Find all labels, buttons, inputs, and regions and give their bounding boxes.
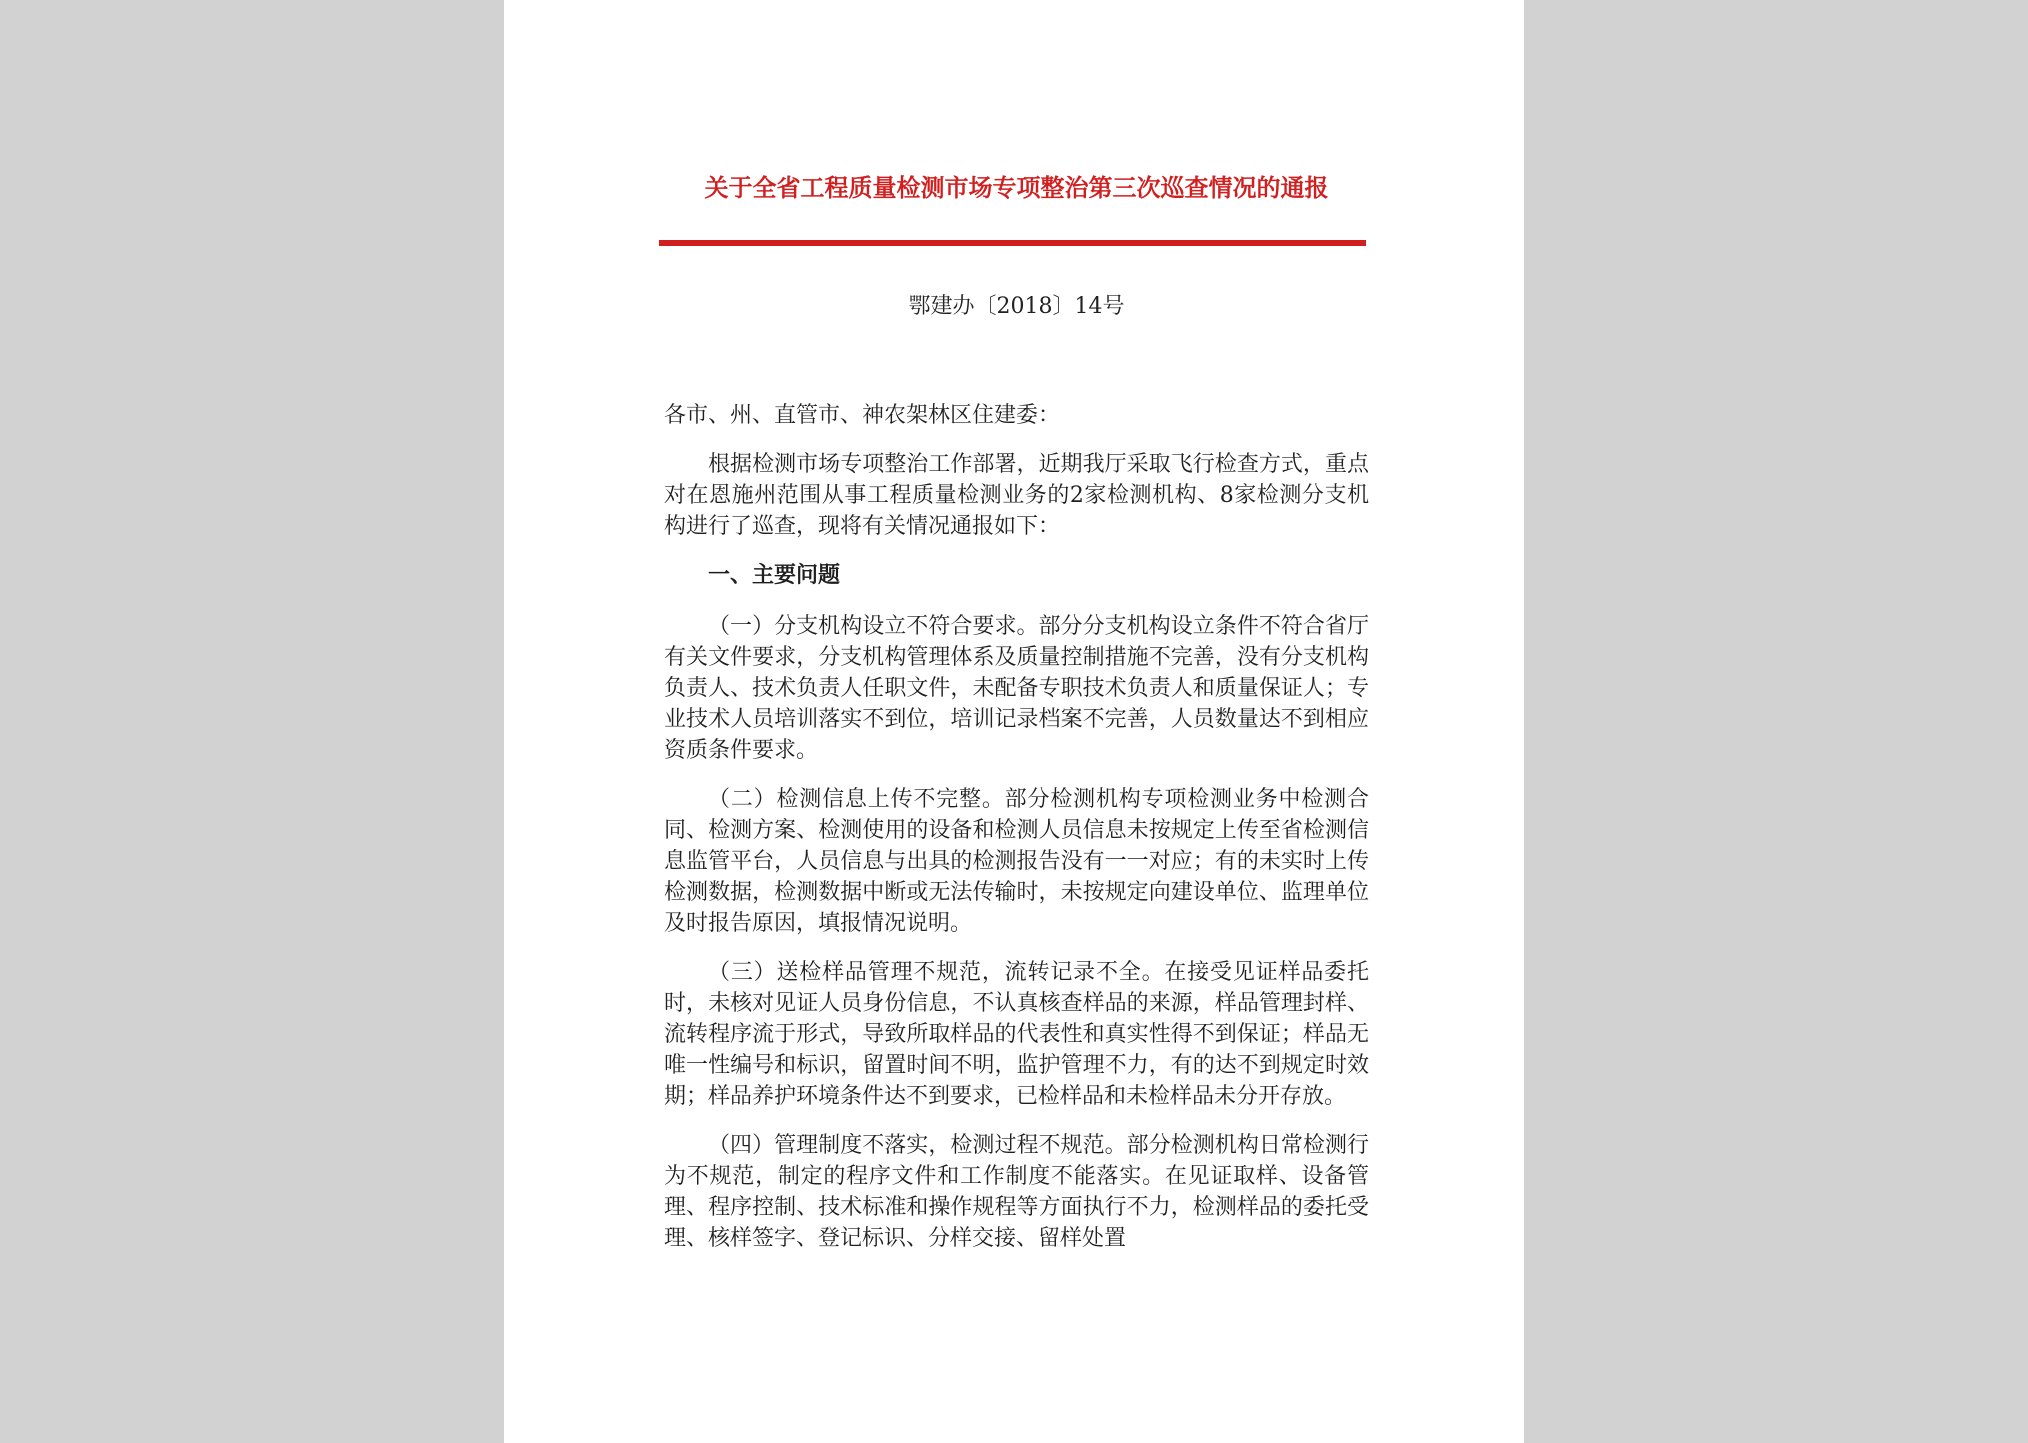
body-paragraph: （一）分支机构设立不符合要求。部分分支机构设立条件不符合省厅有关文件要求，分支机构管理体系及质量控制措施不完善，没有分支机构负责人、技术负责人任职文件，未配备专职技术负责人和质量保证人；专业技术人员培训落实不到位，培训记录档案不完善，人员数量达不到相应资质条件要求。 <box>664 614 1369 763</box>
document-page <box>504 0 1524 1443</box>
salutation: 各市、州、直管市、神农架林区住建委： <box>664 403 1061 428</box>
intro-paragraph: 根据检测市场专项整治工作部署，近期我厅采取飞行检查方式，重点对在恩施州范围从事工程质量检测业务的2家检测机构、8家检测分支机构进行了巡查，现将有关情况通报如下： <box>664 452 1369 539</box>
document-number: 鄂建办〔2018〕14号 <box>908 294 1125 319</box>
section-heading: 一、主要问题 <box>708 563 841 588</box>
document-title: 关于全省工程质量检测市场专项整治第三次巡查情况的通报 <box>704 173 1329 202</box>
red-header-rule <box>659 240 1366 246</box>
body-paragraph: （二）检测信息上传不完整。部分检测机构专项检测业务中检测合同、检测方案、检测使用的设备和检测人员信息未按规定上传至省检测信息监管平台，人员信息与出具的检测报告没有一一对应；有的未实时上传检测数据，检测数据中断或无法传输时，未按规定向建设单位、监理单位及时报告原因，填报情况说明。 <box>664 787 1369 936</box>
document-body <box>664 400 1369 1272</box>
body-paragraph: （三）送检样品管理不规范，流转记录不全。在接受见证样品委托时，未核对见证人员身份信息，不认真核查样品的来源，样品管理封样、流转程序流于形式，导致所取样品的代表性和真实性得不到保证；样品无唯一性编号和标识，留置时间不明，监护管理不力，有的达不到规定时效期；样品养护环境条件达不到要求，已检样品和未检样品未分开存放。 <box>664 960 1369 1109</box>
body-paragraph: （四）管理制度不落实，检测过程不规范。部分检测机构日常检测行为不规范，制定的程序文件和工作制度不能落实。在见证取样、设备管理、程序控制、技术标准和操作规程等方面执行不力，检测样品的委托受理、核样签字、登记标识、分样交接、留样处置 <box>664 1133 1369 1251</box>
